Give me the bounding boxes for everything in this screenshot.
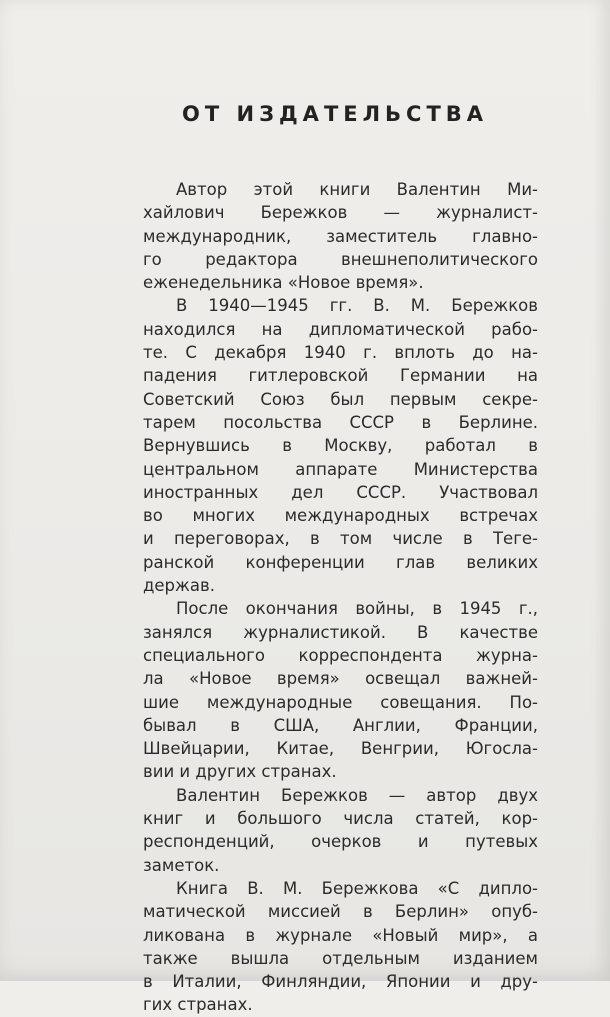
text-line: международник, заместитель главно- bbox=[143, 226, 538, 246]
text-line: вии и других странах. bbox=[143, 762, 337, 782]
text-line: в Италии, Финляндии, Японии и дру- bbox=[143, 972, 538, 992]
text-line: заметок. bbox=[143, 855, 220, 875]
text-line: После окончания войны, в 1945 г., bbox=[176, 599, 538, 619]
text-line: шие международные совещания. По- bbox=[143, 692, 538, 712]
text-line: респонденций, очерков и путевых bbox=[143, 832, 538, 852]
text-line: падения гитлеровской Германии на bbox=[143, 366, 538, 386]
text-line: еженедельника «Новое время». bbox=[143, 273, 424, 293]
text-line: занялся журналистикой. В качестве bbox=[143, 622, 538, 642]
text-line: Швейцарии, Китае, Венгрии, Югосла- bbox=[143, 739, 538, 759]
text-line: иностранных дел СССР. Участвовал bbox=[143, 482, 538, 502]
text-line: находился на дипломатической рабо- bbox=[143, 319, 538, 339]
text-line: Вернувшись в Москву, работал в bbox=[143, 436, 538, 456]
text-line: Советский Союз был первым секре- bbox=[143, 389, 538, 409]
page-title: ОТ ИЗДАТЕЛЬСТВА bbox=[182, 102, 489, 126]
text-line: и переговорах, в том числе в Теге- bbox=[143, 529, 538, 549]
text-line: держав. bbox=[143, 576, 215, 596]
text-line: также вышла отдельным изданием bbox=[143, 948, 538, 968]
text-line: хайлович Бережков — журналист- bbox=[143, 203, 538, 223]
text-line: ликована в журнале «Новый мир», а bbox=[143, 925, 538, 945]
text-line: В 1940—1945 гг. В. М. Бережков bbox=[176, 296, 538, 316]
text-line: го редактора внешнеполитического bbox=[143, 249, 538, 269]
text-line: бывал в США, Англии, Франции, bbox=[143, 715, 538, 735]
text-line: Автор этой книги Валентин Ми- bbox=[176, 180, 538, 199]
text-line: те. С декабря 1940 г. вплоть до на- bbox=[143, 343, 538, 363]
text-line: гих странах. bbox=[143, 995, 253, 1015]
text-line: во многих международных встречах bbox=[143, 506, 538, 526]
text-line: ла «Новое время» освещал важней- bbox=[143, 669, 538, 689]
text-line: книг и большого числа статей, кор- bbox=[143, 809, 538, 829]
text-line: специального корреспондента журна- bbox=[143, 645, 538, 665]
publisher-note-text bbox=[143, 178, 538, 1017]
text-line: матической миссией в Берлин» опуб- bbox=[143, 902, 538, 922]
text-line: тарем посольства СССР в Берлине. bbox=[143, 412, 538, 432]
text-line: Валентин Бережков — автор двух bbox=[176, 785, 538, 805]
text-line: Книга В. М. Бережкова «С дипло- bbox=[176, 878, 538, 898]
text-line: ранской конференции глав великих bbox=[143, 552, 538, 572]
text-line: центральном аппарате Министерства bbox=[143, 459, 538, 479]
